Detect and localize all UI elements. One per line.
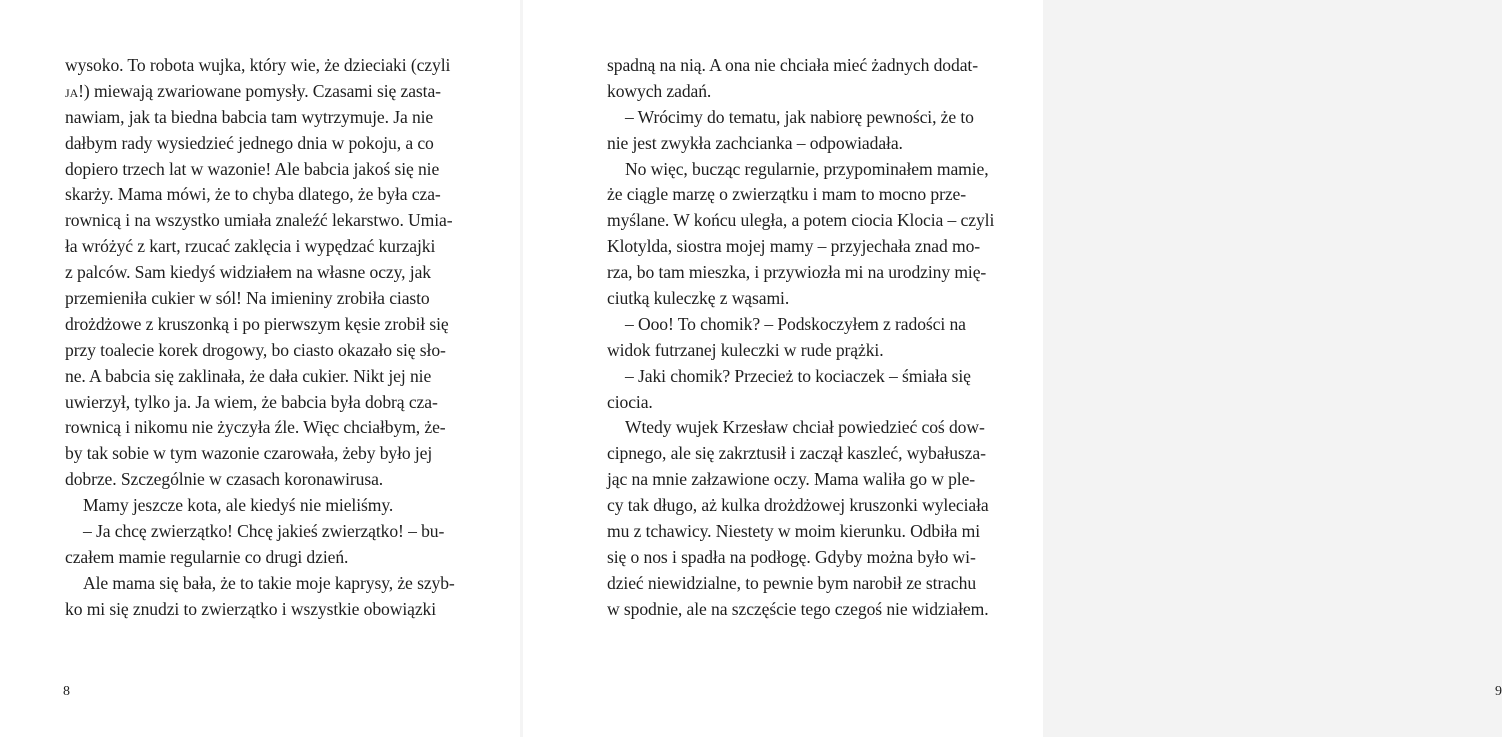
- text-line: [65, 79, 439, 105]
- text-line: widok futrzanej kuleczki w rude prążki.: [607, 339, 884, 360]
- text-line: dopiero trzech lat w wazonie! Ale babcia jakoś się nie: [65, 158, 440, 179]
- text-line: Klotylda, siostra mojej mamy – przyjechała znad mo-: [607, 236, 981, 257]
- text-line: ne. A babcia się zaklinała, że dała cukier. Nikt jej nie: [65, 365, 432, 386]
- text-line: ciocia.: [607, 391, 653, 412]
- text-line: ła wróżyć z kart, rzucać zaklęcia i wypędzać kurzajki: [65, 236, 436, 257]
- text-line: – Jaki chomik? Przecież to kociaczek – śmiała się: [625, 365, 971, 386]
- text-line: dobrze. Szczególnie w czasach koronawirusa.: [65, 469, 384, 490]
- text-line: nawiam, jak ta biedna babcia tam wytrzymuje. Ja nie: [65, 106, 434, 127]
- text-line: czałem mamie regularnie co drugi dzień.: [65, 546, 349, 567]
- text-line: mu z tchawicy. Niestety w moim kierunku. Odbiła mi: [607, 521, 981, 542]
- text-line: by tak sobie w tym wazonie czarowała, żeby było jej: [65, 443, 433, 464]
- page-number: 9: [1495, 684, 1502, 699]
- text-line: – Wrócimy do tematu, jak nabiorę pewności, że to: [625, 106, 974, 127]
- text-line: No więc, bucząc regularnie, przypominałem mamie,: [625, 158, 989, 179]
- text-line: rownicą i na wszystko umiała znaleźć lekarstwo. Umia-: [65, 210, 453, 231]
- text-line: cy tak długo, aż kulka drożdżowej kruszonki wyleciała: [607, 495, 989, 516]
- text-line: dzieć niewidzialne, to pewnie bym narobił ze strachu: [607, 572, 977, 593]
- left-page: [0, 0, 520, 737]
- text-line: przemieniła cukier w sól! Na imieniny zrobiła ciasto: [65, 288, 430, 309]
- right-page: [523, 0, 1502, 737]
- text-line: w spodnie, ale na szczęście tego czegoś nie widziałem.: [607, 598, 989, 619]
- text-line: ciutką kuleczkę z wąsami.: [607, 288, 790, 309]
- text-line: przy toalecie korek drogowy, bo ciasto okazało się sło-: [65, 339, 446, 360]
- page-number: 8: [63, 684, 70, 699]
- small-caps-word: ja: [65, 80, 79, 101]
- text-line: kowych zadań.: [607, 80, 712, 101]
- text-line: – Ooo! To chomik? – Podskoczyłem z radości na: [625, 313, 966, 334]
- text-line: z palców. Sam kiedyś widziałem na własne oczy, jak: [65, 262, 431, 283]
- text-line: ko mi się znudzi to zwierzątko i wszystkie obowiązki: [65, 598, 437, 619]
- text-line: skarży. Mama mówi, że to chyba dlatego, że była cza-: [65, 184, 441, 205]
- left-page-text: [65, 53, 455, 623]
- right-page-text: [607, 53, 995, 623]
- text-line: Ale mama się bała, że to takie moje kaprysy, że szyb-: [83, 572, 455, 593]
- text-line: uwierzył, tylko ja. Ja wiem, że babcia była dobrą cza-: [65, 391, 438, 412]
- text-line: Mamy jeszcze kota, ale kiedyś nie mieliśmy.: [83, 495, 394, 516]
- text-line: dałbym rady wysiedzieć jednego dnia w pokoju, a co: [65, 132, 434, 153]
- text-line-rest: !) miewają zwariowane pomysły. Czasami się zasta-: [78, 80, 441, 101]
- text-line: drożdżowe z kruszonką i po pierwszym kęsie zrobił się: [65, 313, 449, 334]
- text-line: spadną na nią. A ona nie chciała mieć żadnych dodat-: [607, 55, 978, 75]
- text-line: rownicą i nikomu nie życzyła źle. Więc chciałbym, że-: [65, 417, 446, 438]
- text-line: rza, bo tam mieszka, i przywiozła mi na urodziny mię-: [607, 262, 987, 283]
- text-line: jąc na mnie załzawione oczy. Mama waliła go w ple-: [607, 469, 976, 490]
- text-line: Wtedy wujek Krzesław chciał powiedzieć coś dow-: [625, 417, 985, 438]
- text-line: że ciągle marzę o zwierzątku i mam to mocno prze-: [607, 184, 967, 205]
- text-line: się o nos i spadła na podłogę. Gdyby można było wi-: [607, 546, 976, 567]
- text-line: wysoko. To robota wujka, który wie, że dzieciaki (czyli: [65, 55, 451, 75]
- text-line: – Ja chcę zwierzątko! Chcę jakieś zwierzątko! – bu-: [83, 521, 445, 542]
- text-line: nie jest zwykła zachcianka – odpowiadała.: [607, 132, 903, 153]
- text-line: myślane. W końcu uległa, a potem ciocia Klocia – czyli: [607, 210, 995, 231]
- text-line: cipnego, ale się zakrztusił i zaczął kaszleć, wybałusza-: [607, 443, 986, 464]
